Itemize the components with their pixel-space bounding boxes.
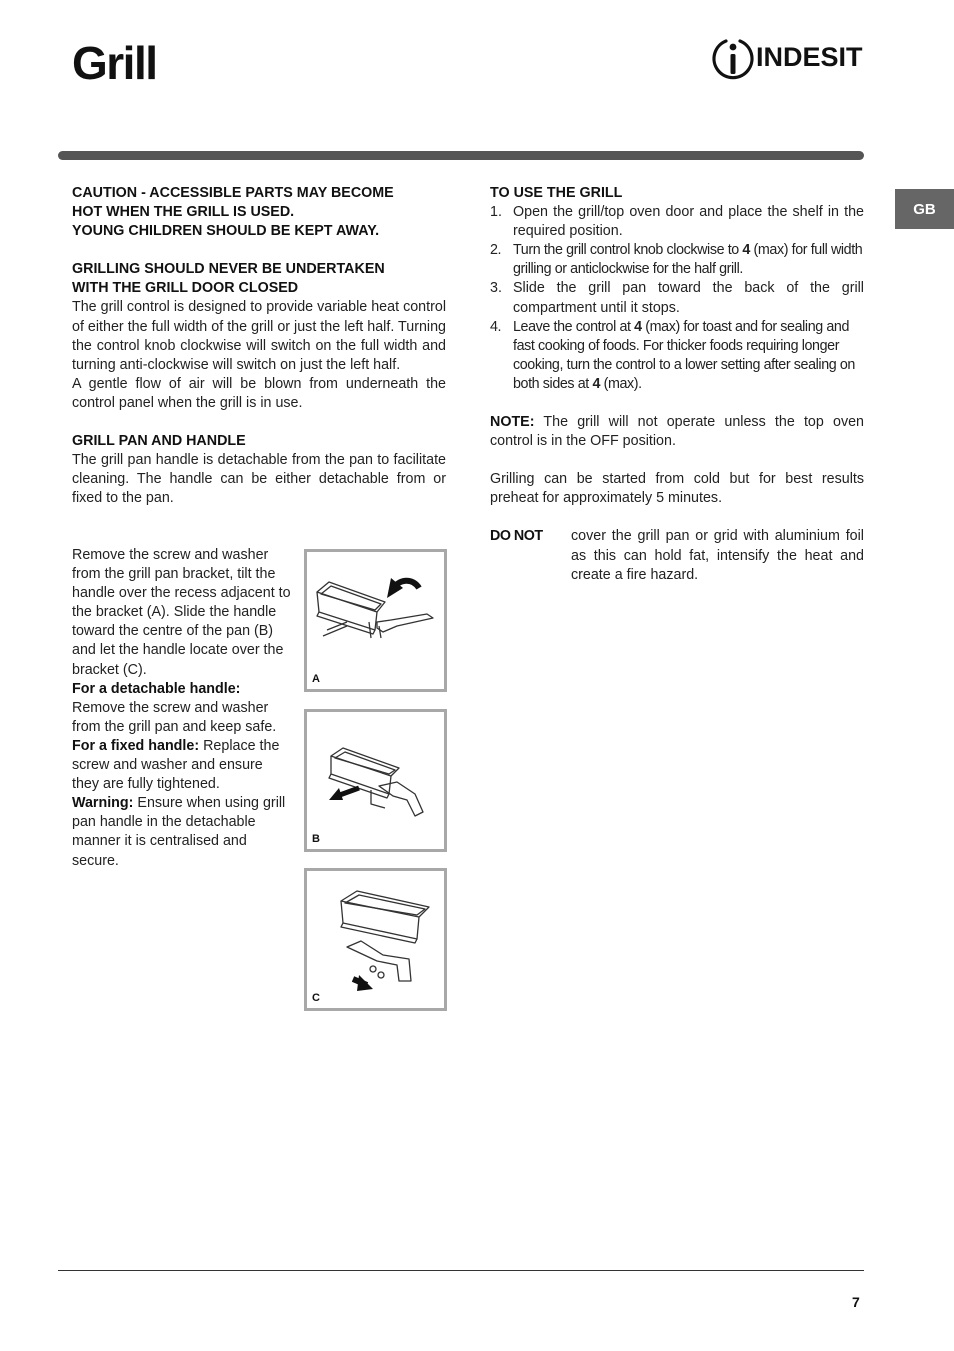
list-item: 4. Leave the control at 4 (max) for toast and for sealing and fast cooking of foods. For thicker foods requiring longer cooking, turn the control to a lower setting after sealing on both sides at 4 (max). [490, 318, 855, 392]
pan-handle-paragraph: The grill pan handle is detachable from the pan to facilitate cleaning. The handle can be either detachable from or fixed to the pan. [72, 452, 446, 507]
detachable-paragraph: Remove the screw and washer from the grill pan and keep safe. [72, 699, 277, 735]
footer-divider [58, 1270, 864, 1271]
page-number: 7 [852, 1294, 860, 1310]
caution-block [72, 184, 446, 241]
note-text: The grill will not operate unless the top oven control is in the OFF position. [490, 414, 864, 450]
do-not-text: cover the grill pan or grid with aluminium foil as this can hold fat, intensify the heat and create a fire hazard. [571, 528, 864, 583]
fixed-label: For a fixed handle: [72, 737, 200, 754]
caution-line: CAUTION - ACCESSIBLE PARTS MAY BECOME [72, 185, 394, 201]
right-column [490, 184, 864, 585]
grill-pan-locate-handle-illustration [307, 871, 444, 1008]
figure-b [304, 709, 447, 852]
figure-a-label: A [312, 673, 320, 685]
list-item: 3. Slide the grill pan toward the back of the grill compartment until it stops. [490, 280, 864, 316]
fixed-paragraph [72, 737, 292, 794]
figure-b-label: B [312, 833, 320, 845]
note-paragraph [490, 413, 864, 451]
note-label: NOTE: [490, 414, 535, 431]
do-not-label: DO NOT [490, 528, 543, 545]
grill-pan-tilt-handle-illustration [307, 552, 444, 689]
preheat-paragraph: Grilling can be started from cold but for best results preheat for approximately 5 minutes. [490, 471, 864, 507]
warning-text: Ensure when using grill pan handle in the detachable manner it is centralised and secure. [72, 795, 286, 869]
list-item: 1. Open the grill/top oven door and place the shelf in the required position. [490, 204, 864, 240]
brand-name: INDESIT [756, 42, 863, 72]
warning-label: Warning: [72, 795, 134, 812]
grilling-heading-line: GRILLING SHOULD NEVER BE UNDERTAKEN [72, 261, 385, 278]
warning-paragraph [72, 794, 292, 870]
header-divider [58, 151, 864, 160]
brand-logo-icon [710, 36, 756, 82]
use-grill-heading: TO USE THE GRILL [490, 185, 623, 201]
remove-paragraph: Remove the screw and washer from the grill pan bracket, tilt the handle over the recess adjacent to the bracket (A). Slide the handle toward the centre of the pan (B) and let the handle locate over the bracket (C). [72, 547, 291, 678]
figure-a [304, 549, 447, 692]
brand-logo [710, 36, 866, 82]
handle-instructions [72, 546, 292, 871]
air-flow-paragraph: A gentle flow of air will be blown from underneath the control panel when the grill is in use. [72, 375, 446, 411]
list-item: 2. Turn the grill control knob clockwise to 4 (max) for full width grilling or anticlockwise for the half grill. [490, 242, 863, 278]
detachable-label: For a detachable handle: [72, 680, 241, 697]
grilling-heading-line: WITH THE GRILL DOOR CLOSED [72, 280, 299, 297]
page-title: Grill [72, 37, 157, 89]
fixed-text: Replace the screw and washer and ensure they are fully tightened. [72, 737, 280, 793]
left-column [72, 184, 446, 508]
figure-c [304, 868, 447, 1011]
pan-handle-heading: GRILL PAN AND HANDLE [72, 433, 246, 450]
caution-line: YOUNG CHILDREN SHOULD BE KEPT AWAY. [72, 223, 380, 240]
caution-line: HOT WHEN THE GRILL IS USED. [72, 204, 295, 221]
grill-control-paragraph: The grill control is designed to provide variable heat control of either the full width of the grill or just the left half. Turning the control knob clockwise will switch on the full width and turning anti-clockwise will switch on just the left half. [72, 299, 446, 373]
do-not-warning [490, 527, 864, 584]
grill-pan-slide-handle-illustration [307, 712, 444, 849]
use-grill-steps [490, 203, 864, 394]
language-tab: GB [895, 189, 954, 229]
figure-c-label: C [312, 992, 320, 1004]
